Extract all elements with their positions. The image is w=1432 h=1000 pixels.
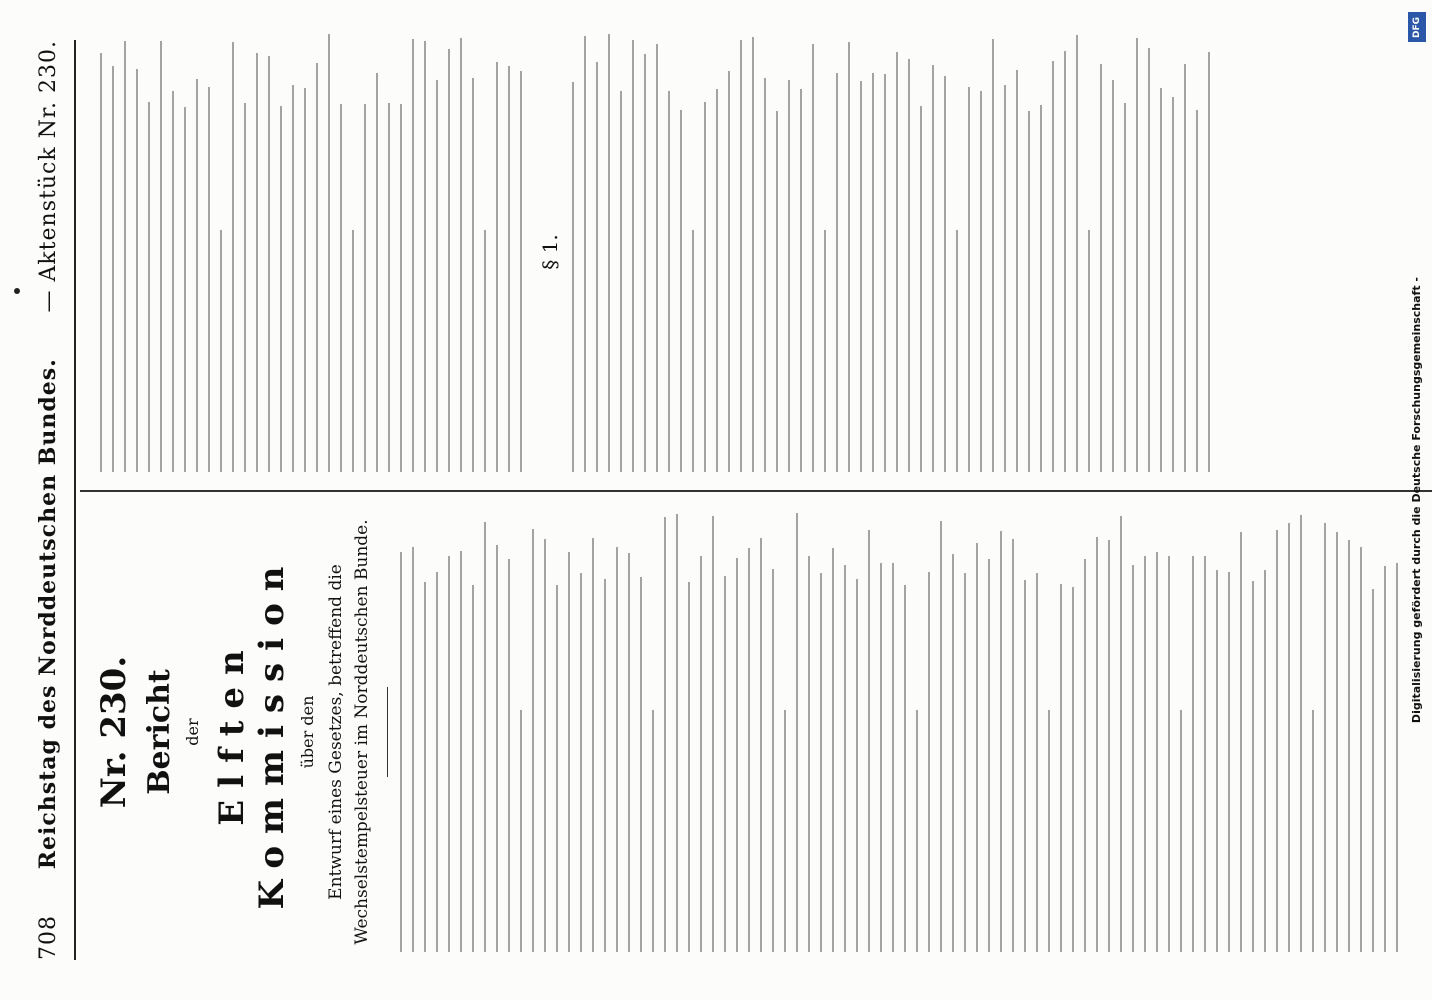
text-line xyxy=(424,41,426,472)
text-line xyxy=(724,576,726,952)
section-heading: § 1. xyxy=(538,234,562,270)
text-line xyxy=(112,66,114,472)
text-line xyxy=(568,552,570,952)
text-line xyxy=(716,89,718,472)
text-line xyxy=(1016,70,1018,472)
text-line xyxy=(956,230,958,472)
text-line xyxy=(424,582,426,952)
text-line xyxy=(1012,540,1014,953)
text-line xyxy=(496,545,498,952)
text-line xyxy=(676,514,678,952)
text-line xyxy=(1144,557,1146,953)
right-body-text-bottom xyxy=(572,32,1210,472)
text-line xyxy=(832,548,834,952)
text-line xyxy=(412,39,414,472)
text-line xyxy=(244,103,246,472)
text-line xyxy=(976,543,978,952)
text-line xyxy=(644,54,646,472)
text-line xyxy=(436,80,438,472)
text-line xyxy=(908,59,910,472)
text-line xyxy=(268,56,270,472)
text-line xyxy=(292,85,294,472)
text-line xyxy=(520,710,522,952)
text-line xyxy=(412,547,414,952)
text-line xyxy=(184,107,186,472)
text-line xyxy=(596,62,598,472)
text-line xyxy=(952,554,954,952)
text-line xyxy=(680,110,682,472)
text-line xyxy=(1276,530,1278,952)
text-line xyxy=(364,104,366,472)
text-line xyxy=(436,572,438,952)
text-line xyxy=(700,556,702,952)
text-line xyxy=(1112,80,1114,472)
text-line xyxy=(1088,230,1090,472)
text-line xyxy=(1136,38,1138,472)
text-line xyxy=(1168,556,1170,952)
text-line xyxy=(692,230,694,472)
text-line xyxy=(100,53,102,472)
text-line xyxy=(988,559,990,952)
text-line xyxy=(196,79,198,472)
text-line xyxy=(632,40,634,472)
text-line xyxy=(980,91,982,472)
document-subject: Entwurf eines Gesetzes, betreffend die Wechselstempelsteuer im Norddeutschen Bunde. xyxy=(326,519,372,945)
text-line xyxy=(580,573,582,952)
text-line xyxy=(1024,580,1026,952)
text-line xyxy=(584,36,586,472)
text-line xyxy=(1100,64,1102,472)
text-line xyxy=(1076,35,1078,472)
text-line xyxy=(400,552,402,952)
text-line xyxy=(1064,51,1066,472)
left-column xyxy=(90,512,1408,952)
commission-name: Elften Kommission xyxy=(212,554,292,910)
text-line xyxy=(860,81,862,472)
text-line xyxy=(136,69,138,472)
text-line xyxy=(880,563,882,952)
text-line xyxy=(328,34,330,472)
text-line xyxy=(1360,547,1362,952)
text-line xyxy=(1156,552,1158,952)
text-line xyxy=(1192,556,1194,952)
text-line xyxy=(944,76,946,472)
text-line xyxy=(1372,589,1374,952)
text-line xyxy=(1180,710,1182,952)
text-line xyxy=(520,71,522,472)
text-line xyxy=(712,516,714,952)
document-title: Bericht xyxy=(142,669,177,795)
text-line xyxy=(868,530,870,952)
text-line xyxy=(1036,573,1038,952)
text-line xyxy=(232,42,234,472)
text-line xyxy=(652,710,654,952)
text-line xyxy=(1004,85,1006,472)
text-line xyxy=(1264,570,1266,952)
text-line xyxy=(1184,64,1186,472)
text-line xyxy=(640,577,642,952)
text-line xyxy=(1028,111,1030,472)
text-line xyxy=(124,41,126,472)
text-line xyxy=(892,563,894,952)
text-line xyxy=(1096,537,1098,952)
text-line xyxy=(704,102,706,472)
text-line xyxy=(1148,48,1150,472)
text-line xyxy=(764,78,766,472)
text-line xyxy=(1160,88,1162,472)
text-line xyxy=(932,65,934,472)
title-divider xyxy=(387,687,388,777)
text-line xyxy=(940,521,942,952)
text-line xyxy=(496,62,498,472)
text-line xyxy=(796,513,798,952)
text-line xyxy=(1060,584,1062,952)
text-line xyxy=(1288,523,1290,952)
text-line xyxy=(148,102,150,472)
text-line xyxy=(1384,566,1386,952)
text-line xyxy=(1312,710,1314,952)
text-line xyxy=(460,551,462,952)
text-line xyxy=(1084,559,1086,952)
stamp-text: Digitalisierung gefördert durch die Deutsche Forschungsgemeinschaft - xyxy=(1409,276,1423,724)
text-line xyxy=(1252,581,1254,952)
text-line xyxy=(812,44,814,472)
text-line xyxy=(820,573,822,952)
text-line xyxy=(220,230,222,472)
text-line xyxy=(620,91,622,472)
text-line xyxy=(352,230,354,472)
text-line xyxy=(784,710,786,952)
text-line xyxy=(748,548,750,952)
text-line xyxy=(1216,570,1218,952)
text-line xyxy=(628,553,630,952)
text-line xyxy=(916,710,918,952)
text-line xyxy=(1120,516,1122,952)
text-line xyxy=(340,104,342,472)
text-line xyxy=(1052,61,1054,472)
document-number: Nr. 230. xyxy=(94,655,134,809)
text-line xyxy=(1132,565,1134,952)
column-divider xyxy=(80,490,1432,492)
text-line xyxy=(884,74,886,472)
text-line xyxy=(556,585,558,952)
text-line xyxy=(788,80,790,472)
text-line xyxy=(280,106,282,472)
page-number: 708 xyxy=(35,915,61,960)
text-line xyxy=(736,558,738,952)
text-line xyxy=(904,585,906,952)
text-line xyxy=(800,89,802,472)
text-line xyxy=(1040,105,1042,472)
text-line xyxy=(728,71,730,472)
text-line xyxy=(484,522,486,952)
text-line xyxy=(740,40,742,472)
text-line xyxy=(388,103,390,472)
text-line xyxy=(1000,531,1002,952)
text-line xyxy=(448,49,450,472)
text-line xyxy=(1208,52,1210,472)
text-line xyxy=(1396,563,1398,952)
right-column xyxy=(90,32,1220,472)
text-line xyxy=(856,579,858,952)
text-line xyxy=(472,78,474,472)
dfg-logo: DFG xyxy=(1408,12,1426,42)
text-line xyxy=(1204,556,1206,952)
text-line xyxy=(1108,540,1110,952)
journal-title: Reichstag des Norddeutschen Bundes. xyxy=(35,358,61,870)
text-line xyxy=(304,88,306,472)
text-line xyxy=(760,538,762,952)
text-line xyxy=(772,569,774,952)
digitization-stamp xyxy=(1404,10,1428,990)
text-line xyxy=(160,41,162,472)
text-line xyxy=(208,87,210,472)
text-line xyxy=(836,73,838,472)
text-line xyxy=(896,52,898,472)
text-line xyxy=(532,529,534,952)
text-line xyxy=(1240,532,1242,952)
text-line xyxy=(1348,541,1350,953)
text-line xyxy=(1336,532,1338,952)
text-line xyxy=(688,582,690,952)
text-line xyxy=(316,63,318,472)
text-line xyxy=(376,73,378,472)
text-line xyxy=(544,539,546,952)
text-line xyxy=(776,111,778,472)
text-line xyxy=(1048,710,1050,952)
text-line xyxy=(592,538,594,952)
text-line xyxy=(508,559,510,952)
text-line xyxy=(172,91,174,472)
text-line xyxy=(664,517,666,952)
page-header xyxy=(28,40,68,960)
text-line xyxy=(484,230,486,472)
text-line xyxy=(616,547,618,952)
text-line xyxy=(656,44,658,472)
text-line xyxy=(808,556,810,952)
text-line xyxy=(1124,103,1126,472)
title-preposition: über den xyxy=(298,695,317,769)
text-line xyxy=(472,585,474,952)
text-line xyxy=(920,106,922,472)
document-reference: — Aktenstück Nr. 230. xyxy=(35,40,61,313)
text-line xyxy=(872,73,874,472)
text-line xyxy=(608,34,610,472)
text-line xyxy=(604,579,606,952)
text-line xyxy=(752,37,754,472)
text-line xyxy=(1228,572,1230,952)
text-line xyxy=(508,66,510,472)
text-line xyxy=(968,87,970,472)
text-line xyxy=(992,39,994,472)
text-line xyxy=(844,565,846,952)
text-line xyxy=(848,42,850,472)
scan-speck xyxy=(14,288,20,294)
left-body-text xyxy=(400,512,1398,952)
text-line xyxy=(964,573,966,952)
text-line xyxy=(1300,515,1302,952)
text-line xyxy=(256,53,258,472)
text-line xyxy=(668,91,670,472)
text-line xyxy=(1072,587,1074,952)
text-line xyxy=(460,38,462,472)
right-body-text-top xyxy=(100,32,522,472)
header-rule xyxy=(74,40,76,960)
text-line xyxy=(448,556,450,952)
text-line xyxy=(928,572,930,952)
text-line xyxy=(400,104,402,472)
text-line xyxy=(1196,110,1198,472)
text-line xyxy=(572,82,574,472)
title-article: der xyxy=(183,718,202,746)
text-line xyxy=(824,230,826,472)
text-line xyxy=(1172,97,1174,472)
text-line xyxy=(1324,523,1326,952)
